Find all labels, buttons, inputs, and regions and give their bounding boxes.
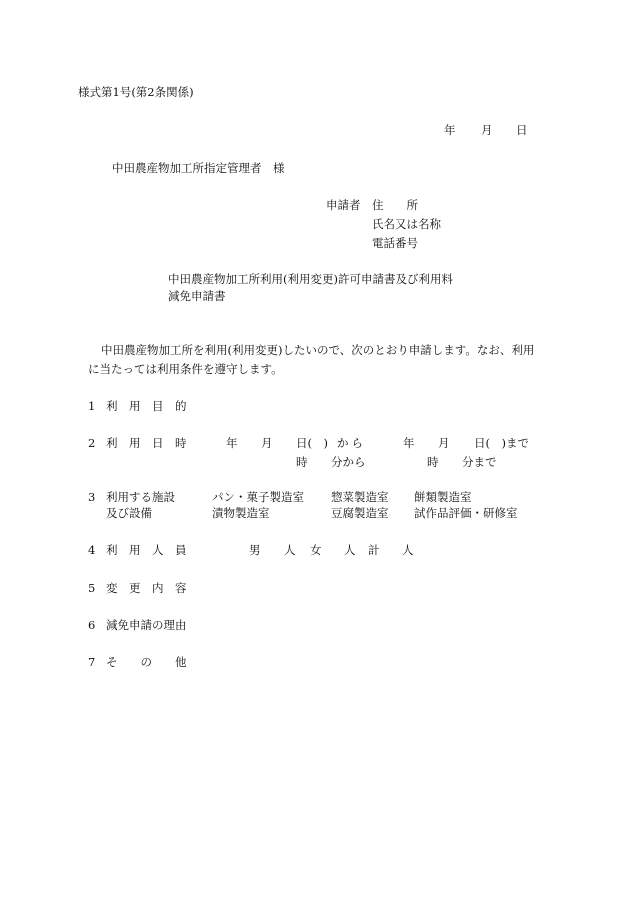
body-text-line1: 中田農産物加工所を利用(利用変更)したいので、次のとおり申請します。なお、利用 (101, 343, 535, 357)
to-hour: 時 (427, 455, 439, 469)
total-unit: 人 (402, 543, 414, 557)
item-6-number: 6 (88, 618, 96, 632)
male-label: 男 (249, 543, 261, 557)
from-day: 日( ) (296, 436, 328, 450)
item-5-label: 変 更 内 容 (106, 581, 187, 595)
to-minute: 分まで (462, 455, 497, 469)
room-training: 試作品評価・研修室 (414, 506, 518, 520)
item-1-label: 利 用 目 的 (106, 399, 187, 413)
date-day: 日 (516, 123, 528, 137)
applicant-name: 氏名又は名称 (372, 217, 441, 231)
item-2-label: 利 用 日 時 (106, 436, 187, 450)
item-3-number: 3 (88, 490, 96, 504)
date-month: 月 (481, 123, 493, 137)
form-title-line1: 中田農産物加工所利用(利用変更)許可申請書及び利用料 (168, 272, 453, 286)
female-unit: 人 (344, 543, 356, 557)
applicant-phone: 電話番号 (372, 236, 418, 250)
applicant-address: 住 所 (372, 198, 418, 212)
item-3-label: 利用する施設 (106, 490, 175, 504)
form-number: 様式第1号(第2条関係) (78, 85, 194, 99)
item-4-label: 利 用 人 員 (106, 543, 187, 557)
room-tofu: 豆腐製造室 (331, 506, 389, 520)
room-mochi: 餅類製造室 (414, 490, 472, 504)
from-month: 月 (261, 436, 273, 450)
item-7-number: 7 (88, 655, 96, 669)
item-6-label: 減免申請の理由 (106, 618, 187, 632)
item-3-label-2: 及び設備 (106, 506, 152, 520)
total-label: 計 (368, 543, 380, 557)
form-title-line2: 減免申請書 (168, 289, 226, 303)
item-2-number: 2 (88, 436, 96, 450)
applicant-label: 申請者 (326, 198, 361, 212)
to-year: 年 (403, 436, 415, 450)
addressee: 中田農産物加工所指定管理者 様 (112, 161, 285, 175)
to-day: 日( )まで (474, 436, 529, 450)
item-1-number: 1 (88, 399, 96, 413)
item-7-label: そ の 他 (106, 655, 187, 669)
body-text-line2: に当たっては利用条件を遵守します。 (88, 362, 283, 376)
room-bread: パン・菓子製造室 (212, 490, 304, 504)
from-hour: 時 (296, 455, 308, 469)
item-4-number: 4 (88, 543, 96, 557)
from-label: から (337, 436, 366, 450)
from-year: 年 (226, 436, 238, 450)
item-5-number: 5 (88, 581, 96, 595)
to-month: 月 (438, 436, 450, 450)
date-year: 年 (444, 123, 456, 137)
room-pickles: 漬物製造室 (212, 506, 270, 520)
from-minute: 分から (331, 455, 366, 469)
female-label: 女 (310, 543, 322, 557)
room-deli: 惣菜製造室 (331, 490, 389, 504)
male-unit: 人 (284, 543, 296, 557)
